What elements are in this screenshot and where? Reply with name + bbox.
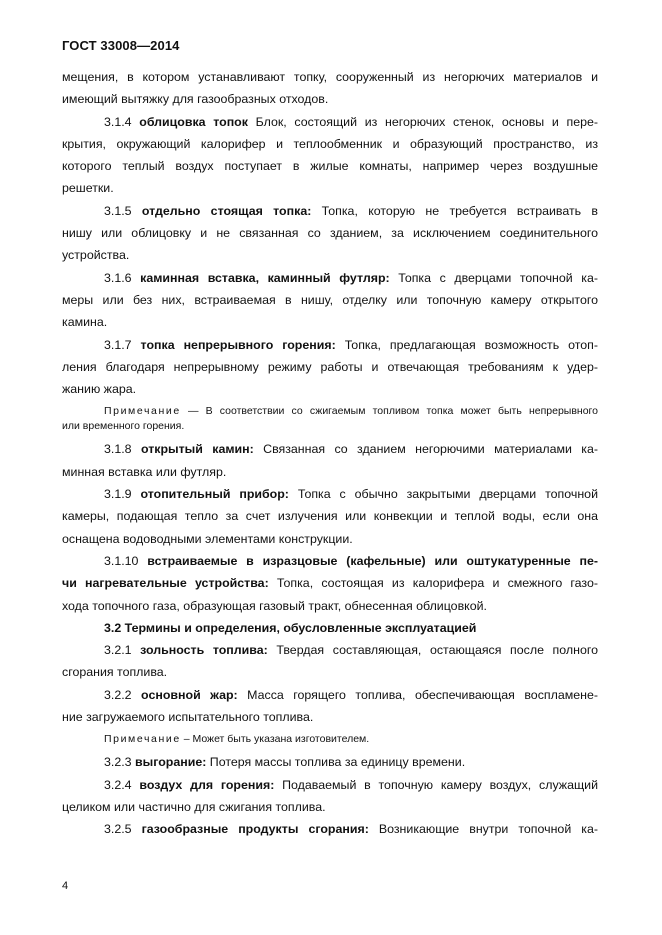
text-line xyxy=(62,177,598,199)
definition-text: Возникающие внутри топочной ка- xyxy=(368,822,598,837)
text-line xyxy=(62,661,598,683)
clause-number: 3.1.10 xyxy=(104,553,139,568)
clause-number: 3.2.3 xyxy=(104,755,132,770)
definition-text: Потеря массы топлива за единицу времени. xyxy=(206,755,466,770)
term-name: открытый камин: xyxy=(140,442,254,457)
definition-text: или временного горения. xyxy=(62,420,185,433)
term-name: отопительный прибор: xyxy=(140,487,289,502)
note-label: Примечание xyxy=(104,733,181,746)
definition-text: оснащена водоводными элементами конструкции. xyxy=(62,531,353,546)
text-line xyxy=(62,572,598,594)
term-name: чи нагревательные устройства: xyxy=(62,576,269,591)
text-line xyxy=(62,222,598,244)
definition-text: Топка, которую не требуется встраивать в xyxy=(311,203,598,218)
definition-text: Топка с обычно закрытыми дверцами топочной xyxy=(288,487,598,502)
text-line xyxy=(62,66,598,88)
term-name: каминная вставка, каминный футляр: xyxy=(140,270,390,285)
definition-text: сгорания топлива. xyxy=(62,665,168,680)
text-line xyxy=(62,528,598,550)
text-line xyxy=(62,244,598,266)
term-name: воздух для горения: xyxy=(139,777,275,792)
definition-text: камеры, подающая тепло за счет излучения или конвекции и теплой воды, если она xyxy=(62,509,598,524)
clause-number: 3.1.8 xyxy=(104,442,132,457)
definition-text: устройства. xyxy=(62,248,130,263)
text-line xyxy=(62,289,598,311)
definition-text: хода топочного газа, образующая газовый тракт, обнесенная облицовкой. xyxy=(62,598,487,613)
term-name: встраиваемые в изразцовые (кафельные) или оштукатуренные пе- xyxy=(147,553,598,568)
text-line xyxy=(62,200,598,222)
definition-text: целиком или частично для сжигания топлива. xyxy=(62,799,326,814)
text-line xyxy=(62,356,598,378)
text-line xyxy=(62,706,598,728)
text-line xyxy=(62,438,598,460)
note-line xyxy=(62,419,598,434)
definition-text: которого теплый воздух поступает в жилые комнаты, например через воздушные xyxy=(62,159,598,174)
clause-number: 3.1.7 xyxy=(104,337,132,352)
term-name: зольность топлива: xyxy=(140,643,268,658)
clause-number: 3.1.9 xyxy=(104,487,132,502)
definition-text: жанию жара. xyxy=(62,382,137,397)
definition-text: решетки. xyxy=(62,181,114,196)
term-name: облицовка топок xyxy=(139,114,248,129)
definition-text: Подаваемый в топочную камеру воздух, служащий xyxy=(274,777,598,792)
definition-text: камина. xyxy=(62,315,108,330)
definition-text: — В соответствии со сжигаемым топливом топка может быть непрерывного xyxy=(180,405,598,418)
term-name: выгорание: xyxy=(135,755,207,770)
definition-text: крытия, окружающий калорифер и теплообменник и образующий пространство, из xyxy=(62,136,598,151)
text-line xyxy=(62,774,598,796)
definition-text: меры или без них, встраиваемая в нишу, отделку или топочную камеру открытого xyxy=(62,292,598,307)
text-line xyxy=(62,505,598,527)
text-line xyxy=(62,88,598,110)
clause-number: 3.2.5 xyxy=(104,822,132,837)
section-heading-text: 3.2 Термины и определения, обусловленные эксплуатацией xyxy=(104,620,477,635)
text-line xyxy=(62,133,598,155)
text-line xyxy=(62,334,598,356)
clause-number: 3.2.1 xyxy=(104,643,132,658)
text-line xyxy=(62,751,598,773)
term-name: основной жар: xyxy=(141,687,238,702)
text-line xyxy=(62,684,598,706)
document-body xyxy=(62,66,598,841)
clause-number: 3.2.2 xyxy=(104,687,132,702)
text-line xyxy=(62,461,598,483)
text-line xyxy=(62,818,598,840)
clause-number: 3.1.6 xyxy=(104,270,132,285)
note-line xyxy=(62,404,598,419)
definition-text: Связанная со зданием негорючими материалами ка- xyxy=(253,442,598,457)
text-line xyxy=(62,550,598,572)
text-line xyxy=(62,155,598,177)
clause-number: 3.2.4 xyxy=(104,777,132,792)
definition-text: Топка, состоящая из калорифера и смежного газо- xyxy=(268,576,598,591)
definition-text: минная вставка или футляр. xyxy=(62,464,227,479)
clause-number: 3.1.4 xyxy=(104,114,132,129)
section-heading xyxy=(62,617,598,639)
definition-text: Блок, состоящий из негорючих стенок, основы и пере- xyxy=(247,114,598,129)
text-line xyxy=(62,595,598,617)
text-line xyxy=(62,378,598,400)
definition-text: Топка с дверцами топочной ка- xyxy=(389,270,598,285)
note-label: Примечание xyxy=(104,405,181,418)
definition-text: имеющий вытяжку для газообразных отходов. xyxy=(62,92,329,107)
term-name: газообразные продукты сгорания: xyxy=(141,822,369,837)
text-line xyxy=(62,111,598,133)
definition-text: – Может быть указана изготовителем. xyxy=(180,733,370,746)
text-line xyxy=(62,483,598,505)
text-line xyxy=(62,639,598,661)
term-name: топка непрерывного горения: xyxy=(140,337,336,352)
term-name: отдельно стоящая топка: xyxy=(141,203,312,218)
standard-header: ГОСТ 33008—2014 xyxy=(62,38,180,53)
definition-text: ние загружаемого испытательного топлива. xyxy=(62,710,314,725)
definition-text: мещения, в котором устанавливают топку, сооруженный из негорючих материалов и xyxy=(62,70,598,84)
note-line xyxy=(62,732,598,747)
text-line xyxy=(62,267,598,289)
definition-text: Топка, предлагающая возможность отоп- xyxy=(335,337,599,352)
text-line xyxy=(62,311,598,333)
page-number: 4 xyxy=(62,880,69,892)
text-line xyxy=(62,796,598,818)
definition-text: ления благодаря непрерывному режиму работы и отвечающая требованиям к удер- xyxy=(62,359,598,374)
definition-text: Твердая составляющая, остающаяся после полного xyxy=(267,643,598,658)
clause-number: 3.1.5 xyxy=(104,203,132,218)
definition-text: Масса горящего топлива, обеспечивающая воспламене- xyxy=(237,687,598,702)
definition-text: нишу или облицовку и не связанная со зданием, за исключением соединительного xyxy=(62,226,598,241)
